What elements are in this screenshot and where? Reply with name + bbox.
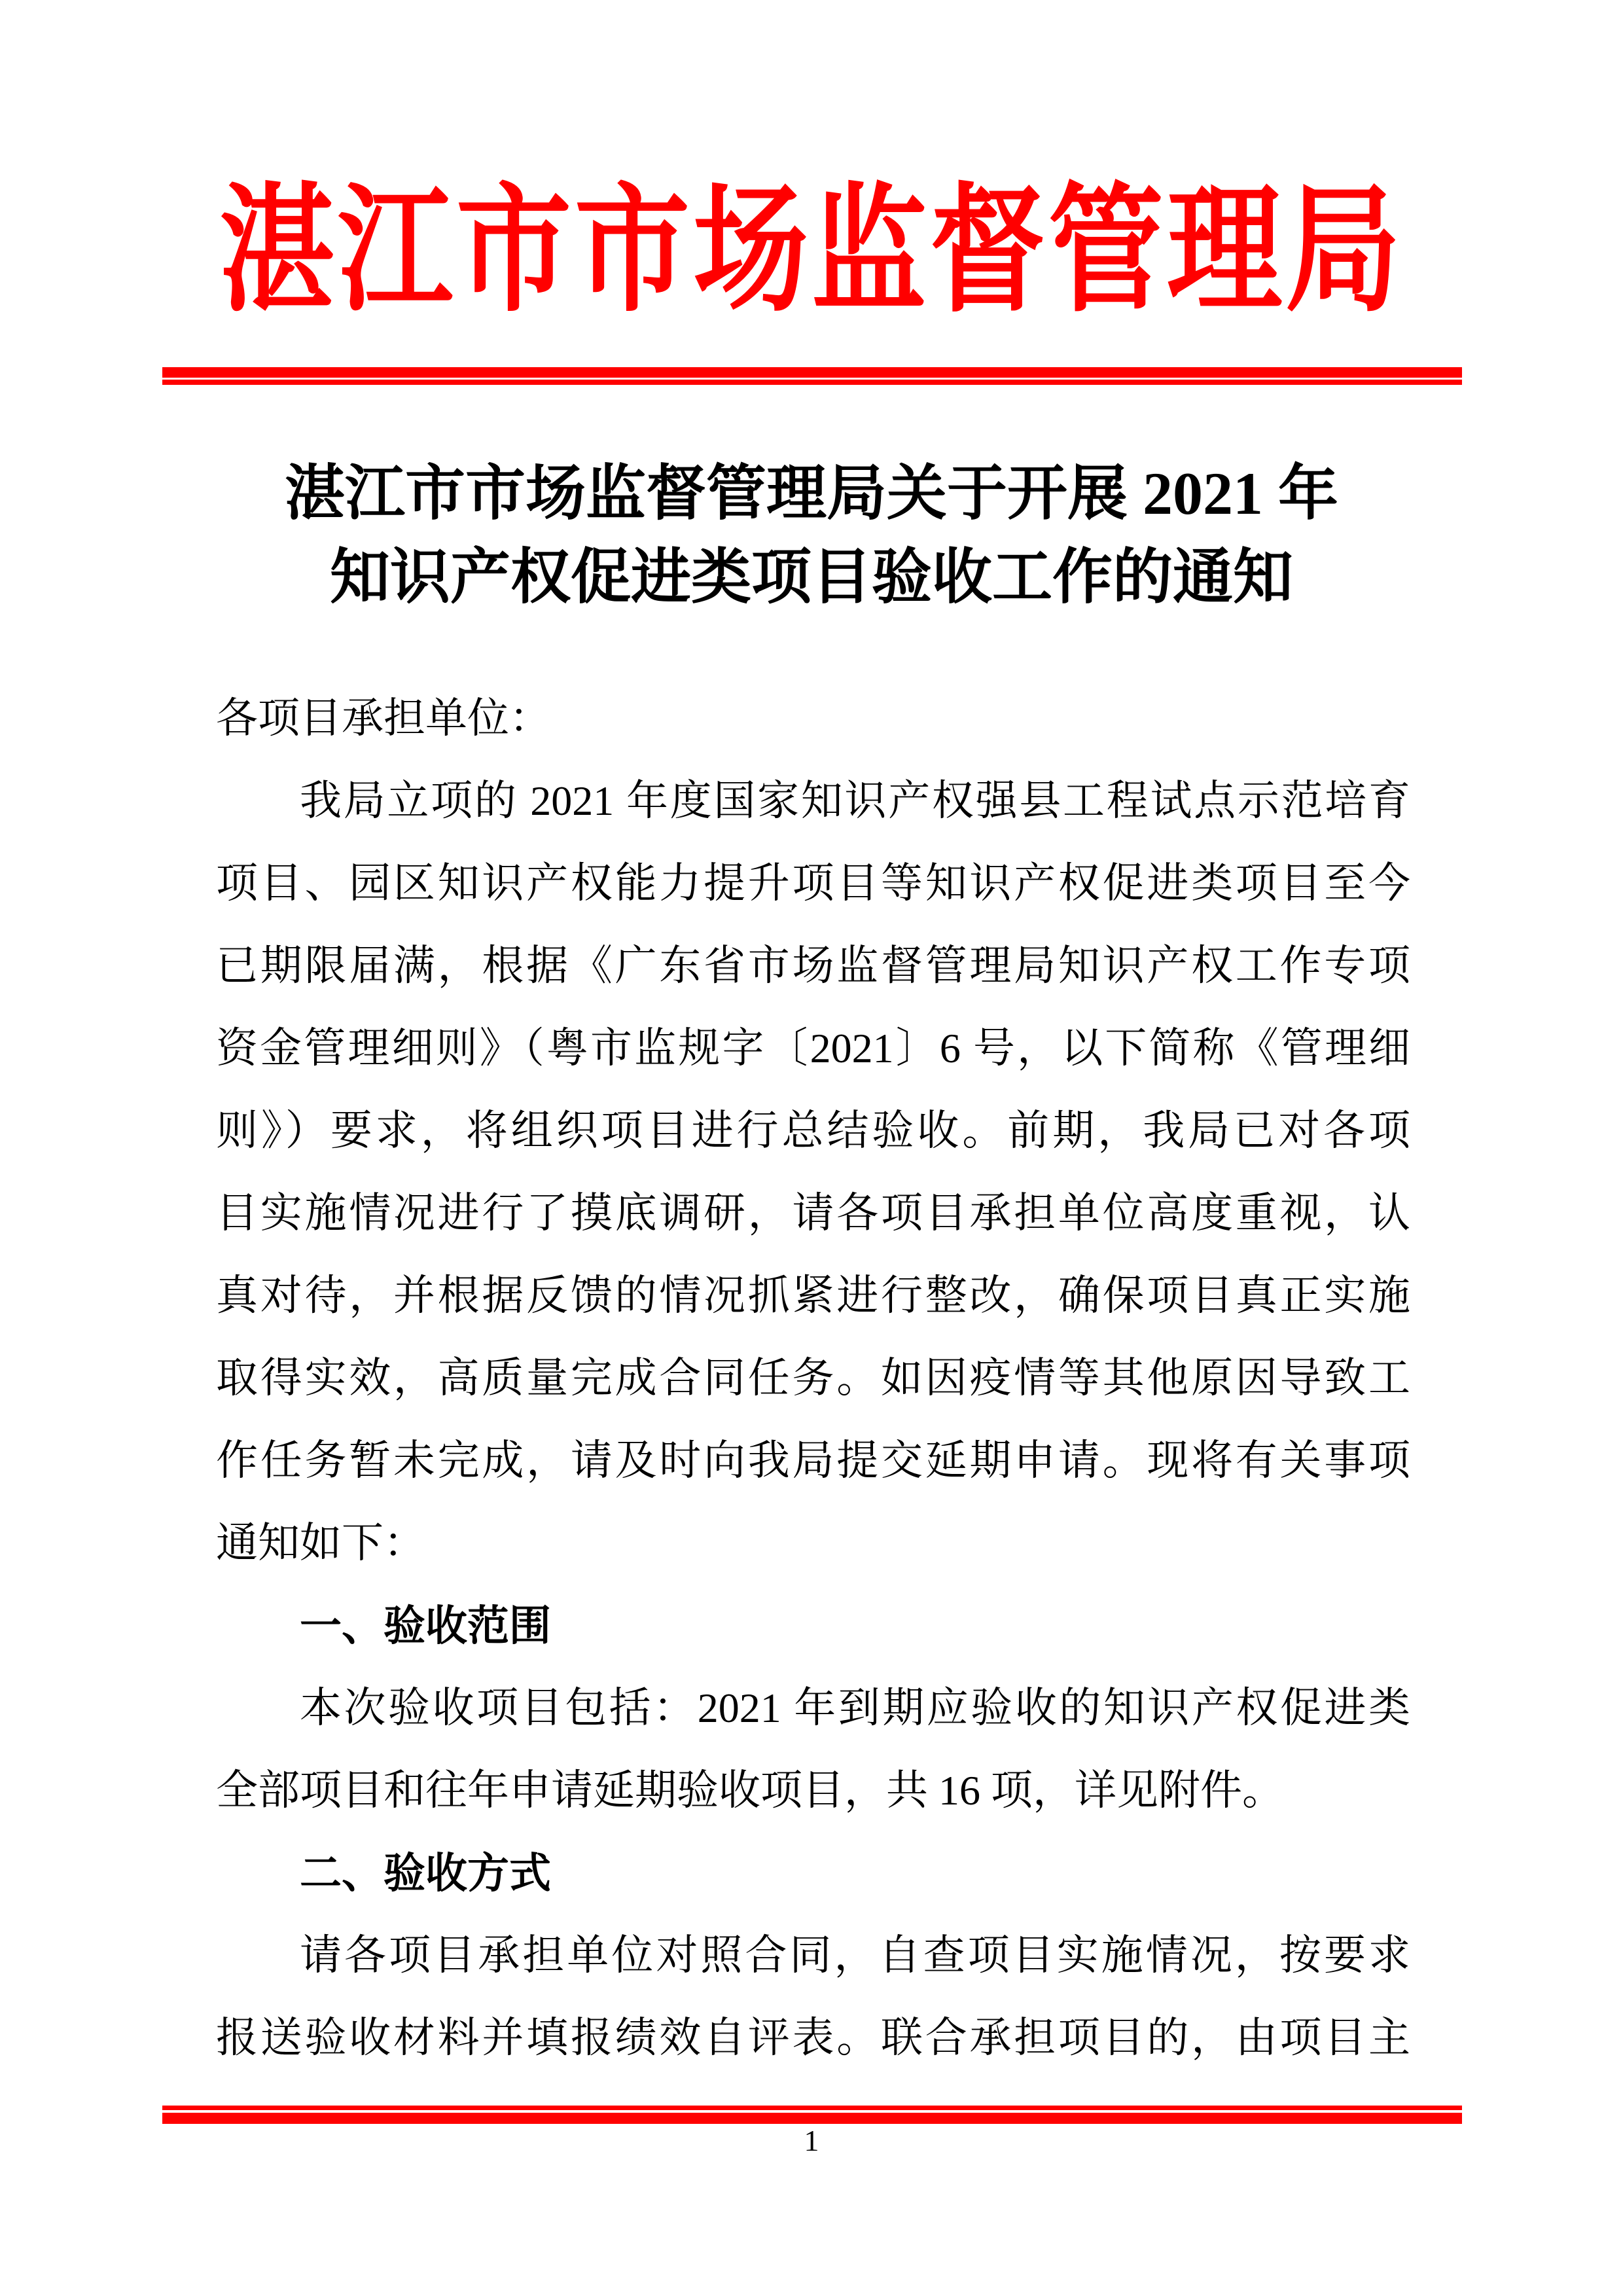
footer-double-rule bbox=[162, 2106, 1462, 2124]
letterhead-double-rule bbox=[162, 367, 1462, 385]
body-paragraph-line: 报送验收材料并填报绩效自评表。联合承担项目的，由项目主 bbox=[216, 2015, 1410, 2061]
document-title-line-1: 湛江市市场监督管理局关于开展 2021 年 bbox=[284, 460, 1338, 527]
document-title bbox=[0, 452, 1623, 619]
body-paragraph-line: 全部项目和往年申请延期验收项目，共 16 项，详见附件。 bbox=[216, 1767, 1284, 1814]
body-paragraph-line: 目实施情况进行了摸底调研，请各项目承担单位高度重视，认 bbox=[216, 1190, 1410, 1236]
document-body bbox=[216, 677, 1410, 2079]
body-paragraph-line: 已期限届满，根据《广东省市场监督管理局知识产权工作专项 bbox=[216, 942, 1410, 989]
letterhead-agency-name: 湛江市市场监督管理局 bbox=[219, 175, 1404, 329]
body-paragraph-line: 我局立项的 2021 年度国家知识产权强县工程试点示范培育 bbox=[300, 778, 1410, 824]
body-paragraph-line: 本次验收项目包括：2021 年到期应验收的知识产权促进类 bbox=[300, 1685, 1410, 1731]
document-title-line-2: 知识产权促进类项目验收工作的通知 bbox=[329, 544, 1293, 611]
body-paragraph-line: 请各项目承担单位对照合同，自查项目实施情况，按要求 bbox=[300, 1932, 1410, 1979]
body-paragraph-line: 通知如下： bbox=[216, 1520, 425, 1566]
body-paragraph-line: 作任务暂未完成，请及时向我局提交延期申请。现将有关事项 bbox=[216, 1437, 1410, 1484]
body-paragraph-line: 取得实效，高质量完成合同任务。如因疫情等其他原因导致工 bbox=[216, 1355, 1410, 1401]
salutation-line: 各项目承担单位： bbox=[216, 695, 551, 742]
page-number: 1 bbox=[804, 2124, 819, 2157]
body-paragraph-line: 项目、园区知识产权能力提升项目等知识产权促进类项目至今 bbox=[216, 860, 1410, 906]
body-paragraph-line: 真对待，并根据反馈的情况抓紧进行整改，确保项目真正实施 bbox=[216, 1272, 1410, 1319]
section-heading-1: 一、验收范围 bbox=[300, 1602, 551, 1649]
section-heading-2: 二、验收方式 bbox=[300, 1850, 551, 1897]
body-paragraph-line: 则》）要求，将组织项目进行总结验收。前期，我局已对各项 bbox=[216, 1107, 1410, 1154]
body-paragraph-line: 资金管理细则》（粤市监规字〔2021〕6 号，以下简称《管理细 bbox=[216, 1025, 1410, 1071]
